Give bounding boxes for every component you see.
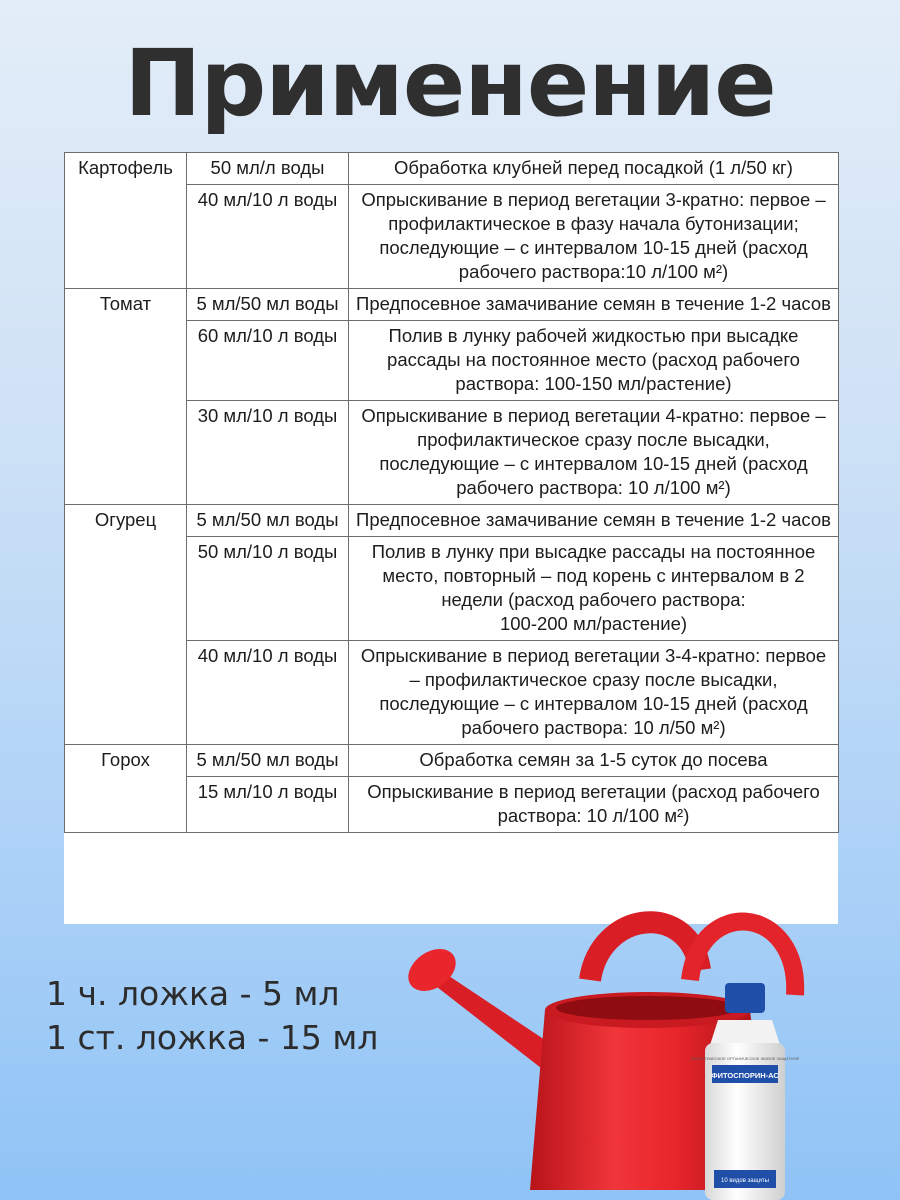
method-text-cont: 100-200 мл/растение) [499, 613, 688, 634]
bottle-label-top: ЭКОЛОГИЧЕСКОЕ ОРГАНИЧЕСКОЕ ЖИВОЕ ЗАЩИТНОЕ [690, 1056, 800, 1061]
method-cell: Полив в лунку рабочей жидкостью при высадке рассады на постоянное место (расход рабочего раствора: 100-150 мл/растение) [349, 321, 839, 401]
dose-cell: 50 мл/10 л воды [187, 537, 349, 641]
table-row [65, 153, 839, 185]
method-text: Полив в лунку при высадке рассады на постоянное место, повторный – под корень с интервалом в 2 недели (расход рабочего раствора: [371, 541, 816, 610]
application-table [64, 152, 838, 924]
bottle-label-bottom: 10 видов защиты [720, 1178, 770, 1184]
method-cell: Опрыскивание в период вегетации (расход рабочего раствора: 10 л/100 м²) [349, 777, 839, 833]
method-cell: Опрыскивание в период вегетации 4-кратно: первое – профилактическое сразу после высадки, последующие – с интервалом 10-15 дней (расход рабочего раствора: 10 л/100 м²) [349, 401, 839, 505]
dose-cell: 15 мл/10 л воды [187, 777, 349, 833]
dose-cell: 5 мл/50 мл воды [187, 505, 349, 537]
method-cell: Опрыскивание в период вегетации 3-4-кратно: первое – профилактическое сразу после высадки, последующие – с интервалом 10-15 дней (расход рабочего раствора: 10 л/50 м²) [349, 641, 839, 745]
page-title: Применение [124, 30, 776, 137]
method-cell: Предпосевное замачивание семян в течение 1-2 часов [349, 505, 839, 537]
method-cell [349, 537, 839, 641]
dosage-table [64, 152, 839, 833]
dose-cell: 40 мл/10 л воды [187, 185, 349, 289]
method-cell: Опрыскивание в период вегетации 3-кратно: первое – профилактическое в фазу начала бутонизации; последующие – с интервалом 10-15 дней (расход рабочего раствора:10 л/100 м²) [349, 185, 839, 289]
method-cell: Обработка семян за 1-5 суток до посева [349, 745, 839, 777]
table-row [65, 505, 839, 537]
teaspoon-measure: 1 ч. ложка - 5 мл [46, 974, 340, 1013]
measure-conversions [46, 972, 378, 1060]
crop-name: Картофель [65, 153, 187, 289]
dose-cell: 30 мл/10 л воды [187, 401, 349, 505]
crop-name: Горох [65, 745, 187, 833]
dose-cell: 5 мл/50 мл воды [187, 289, 349, 321]
tablespoon-measure: 1 ст. ложка - 15 мл [46, 1018, 379, 1057]
crop-name: Огурец [65, 505, 187, 745]
table-row [65, 289, 839, 321]
dose-cell: 60 мл/10 л воды [187, 321, 349, 401]
dose-cell: 50 мл/л воды [187, 153, 349, 185]
dose-cell: 5 мл/50 мл воды [187, 745, 349, 777]
method-cell: Обработка клубней перед посадкой (1 л/50 кг) [349, 153, 839, 185]
method-cell: Предпосевное замачивание семян в течение 1-2 часов [349, 289, 839, 321]
table-row [65, 745, 839, 777]
crop-name: Томат [65, 289, 187, 505]
bottle-product-name: ФИТОСПОРИН-АС [711, 1071, 779, 1080]
product-illustration [400, 900, 900, 1200]
dose-cell: 40 мл/10 л воды [187, 641, 349, 745]
